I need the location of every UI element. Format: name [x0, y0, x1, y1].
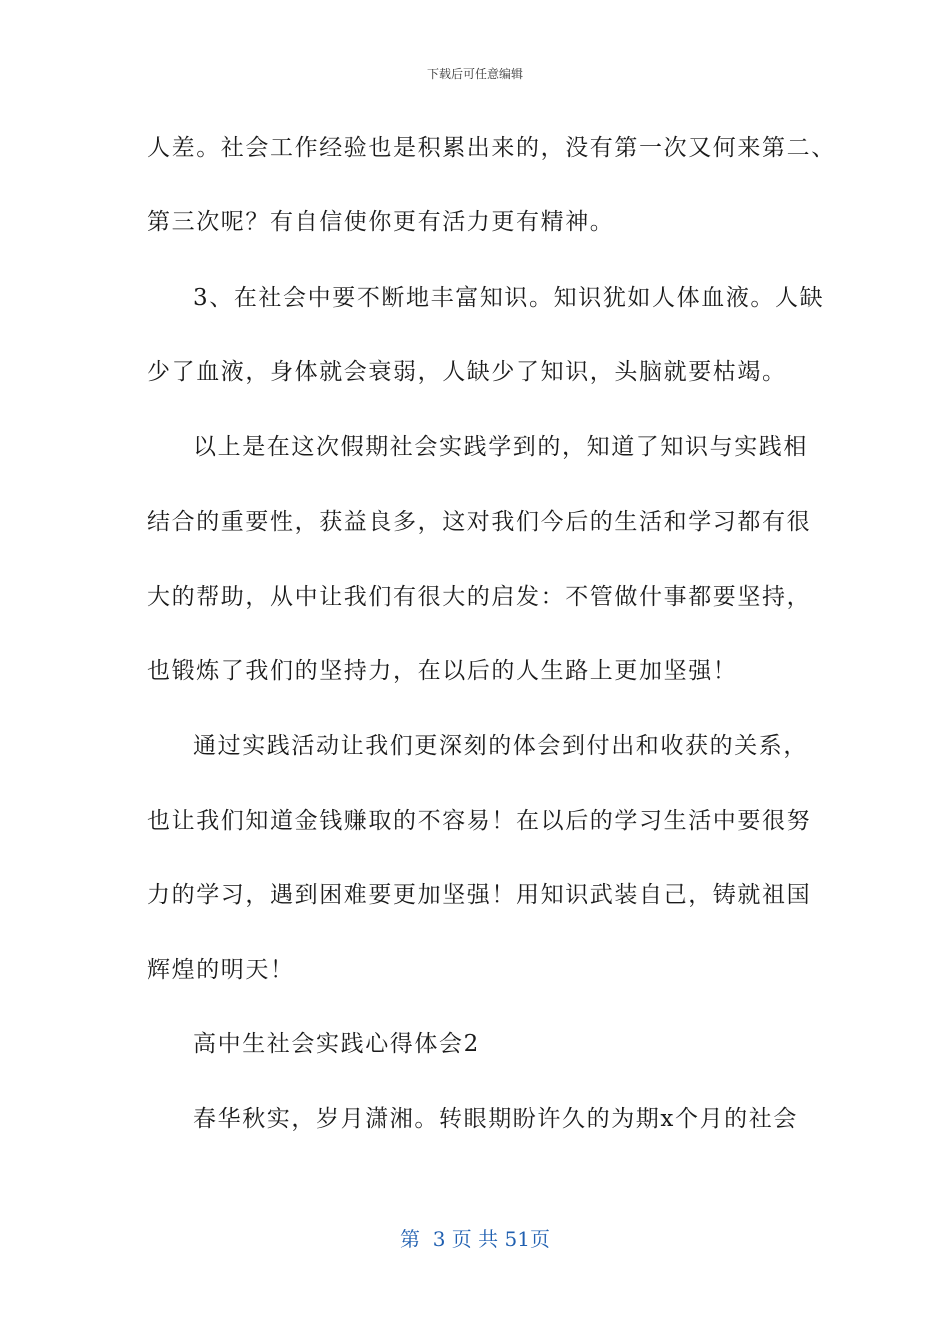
- paragraph-line: 结合的重要性，获益良多，这对我们今后的生活和学习都有很: [147, 509, 812, 535]
- paragraph-line: 也锻炼了我们的坚持力，在以后的人生路上更加坚强！: [147, 658, 738, 684]
- paragraph-line: 力的学习，遇到困难要更加坚强！用知识武装自己，铸就祖国: [147, 882, 812, 908]
- paragraph-line: 以上是在这次假期社会实践学到的，知道了知识与实践相: [193, 434, 808, 460]
- paragraph-line: 春华秋实，岁月潇湘。转眼期盼许久的为期x个月的社会: [193, 1106, 798, 1132]
- page-header-note: 下载后可任意编辑: [426, 67, 523, 81]
- paragraph-line: 第三次呢？有自信使你更有活力更有精神。: [147, 209, 615, 235]
- section-heading: 高中生社会实践心得体会2: [193, 1031, 480, 1057]
- paragraph-line: 人差。社会工作经验也是积累出来的，没有第一次又何来第二、: [147, 135, 836, 161]
- paragraph-line: 3、在社会中要不断地丰富知识。知识犹如人体血液。人缺: [193, 285, 825, 311]
- paragraph-line: 少了血液，身体就会衰弱，人缺少了知识，头脑就要枯竭。: [147, 359, 787, 385]
- paragraph-line: 通过实践活动让我们更深刻的体会到付出和收获的关系，: [193, 733, 808, 759]
- paragraph-line: 辉煌的明天！: [147, 957, 295, 983]
- page-number: 第 3 页 共 51页: [400, 1227, 550, 1251]
- paragraph-line: 大的帮助，从中让我们有很大的启发：不管做什事都要坚持，: [147, 584, 812, 610]
- paragraph-line: 也让我们知道金钱赚取的不容易！在以后的学习生活中要很努: [147, 808, 812, 834]
